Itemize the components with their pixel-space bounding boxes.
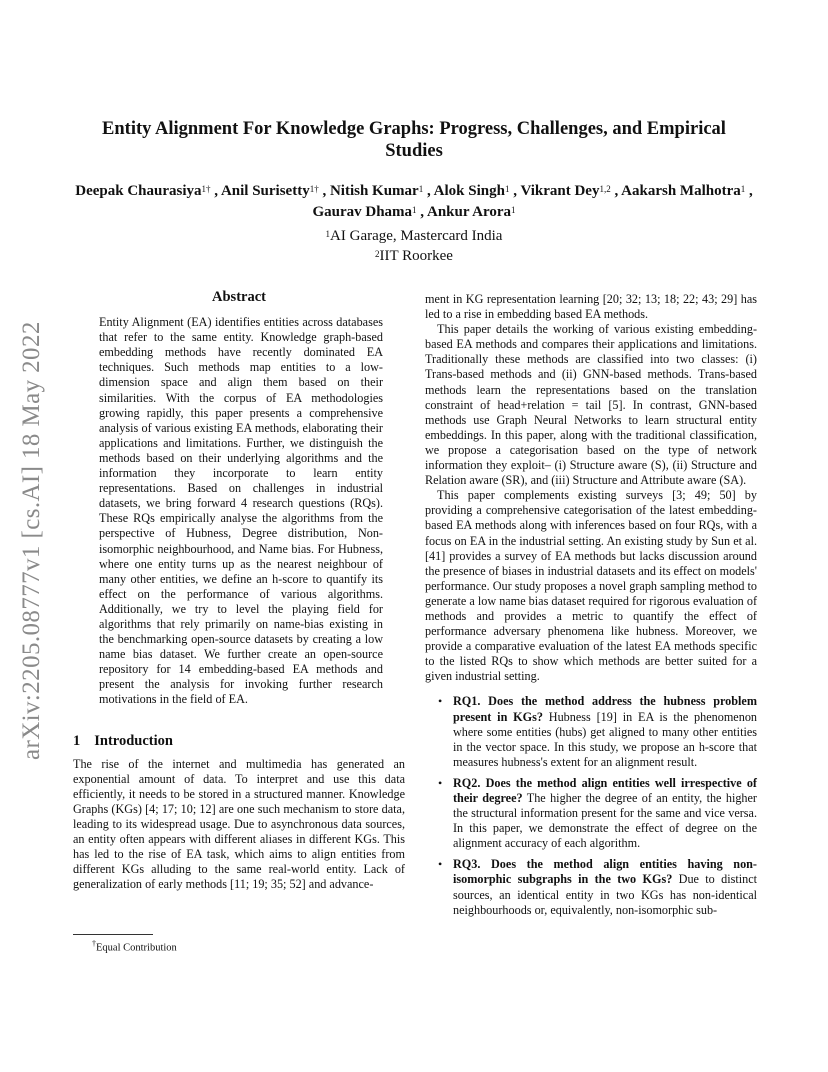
author-name: Vikrant Dey (520, 183, 600, 199)
left-column (73, 290, 405, 892)
affiliation-mark: 1 (325, 229, 331, 239)
research-question-label: RQ1. Does the method address the hubness problem present in KGs? (453, 694, 757, 724)
author-name: Deepak Chaurasiya (75, 183, 202, 199)
research-question-text: Due to distinct sources, an identical entity in two KGs has non-identical neighbourhoods or, equivalently, non-isomorphic sub- (453, 872, 757, 917)
abstract-text: Entity Alignment (EA) identifies entities across databases that refer to the same entity. Knowledge graph-based embedding methods have recently dominated EA techniques. Such methods map entities to a low-dimension space and align them based on their similarities. With the corpus of EA methodologies growing rapidly, this paper presents a comprehensive analysis of various existing EA methods, elaborating their applications and limitations. Further, we distinguish the methods based on their underlying algorithms and the information they incorporate to learn entity representations. Based on challenges in industrial datasets, we bring forward 4 research questions (RQs). These RQs empirically analyse the algorithms from the perspective of Hubness, Degree distribution, Non-isomorphic neighbourhood, and Name bias. For Hubness, where one entity turns up as the nearest neighbour of many other entities, we define an h-score to quantify its effect on the performance of various algorithms. Additionally, we try to level the playing field for algorithms that rely primarily on name-bias existing in the benchmarking open-source datasets by creating a low name bias dataset. We further create an open-source repository for 14 embedding-based EA methods and present the analysis for invoking further research motivations in the field of EA. (99, 315, 383, 707)
author-affiliation-mark: 1† (201, 184, 211, 194)
research-question-label: RQ2. Does the method align entities well irrespective of their degree? (453, 775, 757, 805)
section-number: 1 (73, 732, 81, 749)
footnote-text: Equal Contribution (96, 942, 177, 954)
author-affiliation-mark: 1 (504, 184, 510, 194)
author-list: Deepak Chaurasiya$^{1\dagger}$ , Anil Surisetty$^{1\dagger}$ , Nitish Kumar$^1$ , Alok Singh$^1$ , Vikrant Dey$^{1,2}$ , Aakarsh Malhotra$^1$ , Gaurav Dhama$^1$ , Ankur Arora$^1$ (75, 183, 753, 220)
author-name: Aakarsh Malhotra (621, 183, 741, 199)
author-name: Alok Singh (433, 183, 505, 199)
right-column (425, 292, 757, 924)
author-name: Ankur Arora (426, 204, 512, 220)
section-heading (73, 734, 405, 749)
bullet-icon: • (438, 775, 443, 790)
affiliation-list (72, 226, 756, 266)
abstract-heading: Abstract (212, 289, 266, 305)
footnote-rule (73, 934, 153, 935)
author-affiliation-mark: 1,2 (599, 184, 611, 194)
research-question-item (425, 694, 757, 769)
author-name: Nitish Kumar (329, 183, 419, 199)
research-question-list (425, 694, 757, 917)
research-question-text: The higher the degree of an entity, the higher the structural information present for the same and vice versa. In this paper, we demonstrate the effect of degree on the alignment accuracy of each algorithm. (453, 791, 757, 851)
author-affiliation-mark: 1 (412, 205, 417, 215)
research-question-label: RQ3. Does the method align entities having non-isomorphic subgraphs in the two KGs? (453, 857, 757, 887)
affiliation-mark: 2 (375, 249, 380, 259)
author-affiliation-mark: 1 (418, 184, 424, 194)
intro-paragraph: The rise of the internet and multimedia has generated an exponential amount of data. To interpret and use this data efficiently, it needs to be stored in a structured manner. Knowledge Graphs (KGs) [4; 17; 10; 12] are one such mechanism to store data, leading to its widespread usage. Due to asynchronous data sources, an entity often appears with different aliases in different KGs. This has led to the rise of EA task, which aims to align entities from different KGs alluding to the same real-world entity. Lack of generalization of early methods [11; 19; 35; 52] and advance- (73, 756, 405, 892)
author-affiliation-mark: 1 (511, 205, 516, 215)
research-question-text: Hubness [19] in EA is the phenomenon where some entities (hubs) get aligned to many other entities in the vector space. In this study, we propose an h-score that measures hubness's extent for an alignment result. (453, 709, 758, 769)
paper-title: Entity Alignment For Knowledge Graphs: Progress, Challenges, and Empirical Studies (102, 119, 726, 161)
bullet-icon: • (438, 857, 443, 872)
arxiv-identifier: arXiv:2205.08777v1 [cs.AI] 18 May 2022 (18, 321, 45, 760)
author-name: Gaurav Dhama (312, 204, 413, 220)
research-question-item (425, 776, 757, 851)
intro-paragraph: This paper complements existing surveys [3; 49; 50] by providing a comprehensive categorisation of the latest embedding-based EA methods along with inferences based on four RQs, with a focus on EA in the industrial setting. An existing study by Sun et al. [41] provides a survey of EA methods but lacks discussion around the presence of biases in industrial datasets and its effect on models' performance. Our study proposes a novel graph sampling method to generate a low name bias dataset required for rigorous evaluation of methods and provides a metric to quantify the effect of performance adversary phenomena like hubness. Moreover, we provide a comparative evaluation of the latest EA methods specific to the listed RQs to show which methods are better suited for a given industrial setting. (425, 488, 757, 684)
section-title: Introduction (94, 732, 173, 749)
affiliation-name: AI Garage, Mastercard India (330, 228, 503, 244)
affiliation-name: IIT Roorkee (379, 248, 453, 264)
affiliation (72, 226, 756, 246)
author-affiliation-mark: 1† (309, 184, 319, 194)
author-affiliation-mark: 1 (740, 184, 746, 194)
footnote (92, 939, 177, 954)
intro-paragraph-cont: ment in KG representation learning [20; 32; 13; 18; 22; 43; 29] has led to a rise in embedding based EA methods. (425, 292, 757, 322)
research-question-item (425, 857, 757, 917)
author-name: Anil Surisetty (220, 183, 310, 199)
footnote-mark: † (92, 939, 96, 948)
bullet-icon: • (438, 694, 443, 709)
affiliation (72, 246, 756, 266)
intro-paragraph: This paper details the working of various existing embedding-based EA methods and compares their applications and limitations. Traditionally these methods are classified into two classes: (i) Trans-based methods and (ii) GNN-based methods. Trans-based methods learn the representations based on the translation constraint of head+relation = tail [5]. In contrast, GNN-based methods use Graph Neural Networks to learn structural entity embeddings. In this paper, along with the traditional classification, we propose a categorisation based on the type of network information they exploit– (i) Structure aware (S), (ii) Structure and Relation aware (SR), and (iii) Structure and Attribute aware (SA). (425, 322, 757, 488)
